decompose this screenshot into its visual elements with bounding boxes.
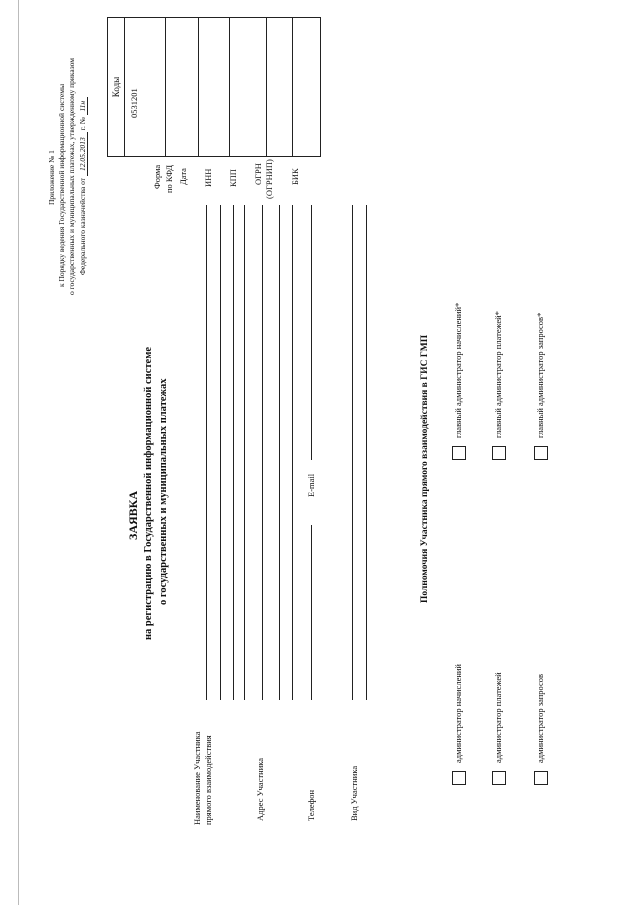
checkbox-main-payment-admin[interactable]	[492, 446, 506, 460]
checkbox-main-accrual-admin[interactable]	[452, 446, 466, 460]
participant-name-line-2	[244, 205, 245, 700]
email-label: E-mail	[306, 473, 316, 497]
form-subtitle-1: на регистрацию в Государственной информационной системе	[143, 346, 154, 640]
codes-table	[107, 17, 321, 157]
codes-row-form	[125, 18, 166, 156]
appendix-line-3: о государственных и муниципальных платежах, утвержденному приказом	[67, 57, 76, 295]
appendix-order-number: 11н	[78, 97, 88, 115]
appendix-order-prefix: Федерального казначейства от	[78, 177, 87, 275]
participant-type-line-2	[366, 205, 367, 700]
form-subtitle-2: о государственных и муниципальных платежах	[158, 378, 169, 605]
appendix-line-2: к Порядку ведения Государственной информационной системы	[57, 83, 66, 287]
checkbox-request-admin[interactable]	[534, 771, 548, 785]
address-label: Адрес Участника	[255, 757, 265, 821]
participant-type-label: Вид Участника	[349, 765, 359, 821]
codes-row-kpp	[230, 18, 267, 156]
appendix-line-4	[78, 97, 88, 275]
phone-label: Телефон	[306, 789, 316, 821]
address-line-1	[262, 205, 263, 700]
main-request-admin-label: главный администратор запросов*	[535, 312, 545, 438]
inn-label: ИНН	[203, 168, 213, 187]
accrual-admin-label: администратор начислений	[453, 664, 463, 763]
form-title: ЗАЯВКА	[126, 490, 140, 540]
checkbox-main-request-admin[interactable]	[534, 446, 548, 460]
form-code-value: 0531201	[129, 88, 139, 118]
date-label: Дата	[178, 168, 188, 185]
payment-admin-label: администратор платежей	[493, 672, 503, 763]
phone-line	[311, 525, 312, 700]
form-label-2: по КФД	[164, 165, 174, 193]
main-accrual-admin-label: главный администратор начислений*	[453, 302, 463, 438]
inn-fill-line	[206, 205, 207, 700]
participant-name-line-1	[220, 205, 221, 700]
email-line	[311, 205, 312, 460]
codes-header: Коды	[108, 18, 125, 156]
appendix-order-num-label: г. №	[78, 117, 87, 131]
participant-name-label-1: Наименование Участника	[192, 731, 202, 825]
request-admin-label: администратор запросов	[535, 673, 545, 763]
address-line-3	[292, 205, 293, 700]
kpp-label: КПП	[228, 169, 238, 187]
codes-row-ogrn	[267, 18, 293, 156]
checkbox-payment-admin[interactable]	[492, 771, 506, 785]
ogrn-label-2: (ОГРНИП)	[264, 159, 274, 199]
main-payment-admin-label: главный администратор платежей*	[493, 311, 503, 438]
participant-name-label-2: прямого взаимодействия	[203, 735, 213, 825]
appendix-number: Приложение № 1	[47, 150, 56, 205]
codes-row-bik	[293, 18, 320, 156]
ogrn-label: ОГРН	[253, 163, 263, 185]
codes-row-date	[166, 18, 199, 156]
bik-label: БИК	[290, 168, 300, 185]
appendix-order-date: 12.05.2013	[78, 132, 88, 176]
form-label-1: Форма	[152, 164, 162, 189]
address-line-2	[279, 205, 280, 700]
participant-type-line-1	[352, 205, 353, 700]
codes-row-inn	[199, 18, 230, 156]
kpp-fill-line	[233, 205, 234, 700]
powers-heading: Полномочия Участника прямого взаимодействия в ГИС ГМП	[420, 334, 430, 603]
checkbox-accrual-admin[interactable]	[452, 771, 466, 785]
